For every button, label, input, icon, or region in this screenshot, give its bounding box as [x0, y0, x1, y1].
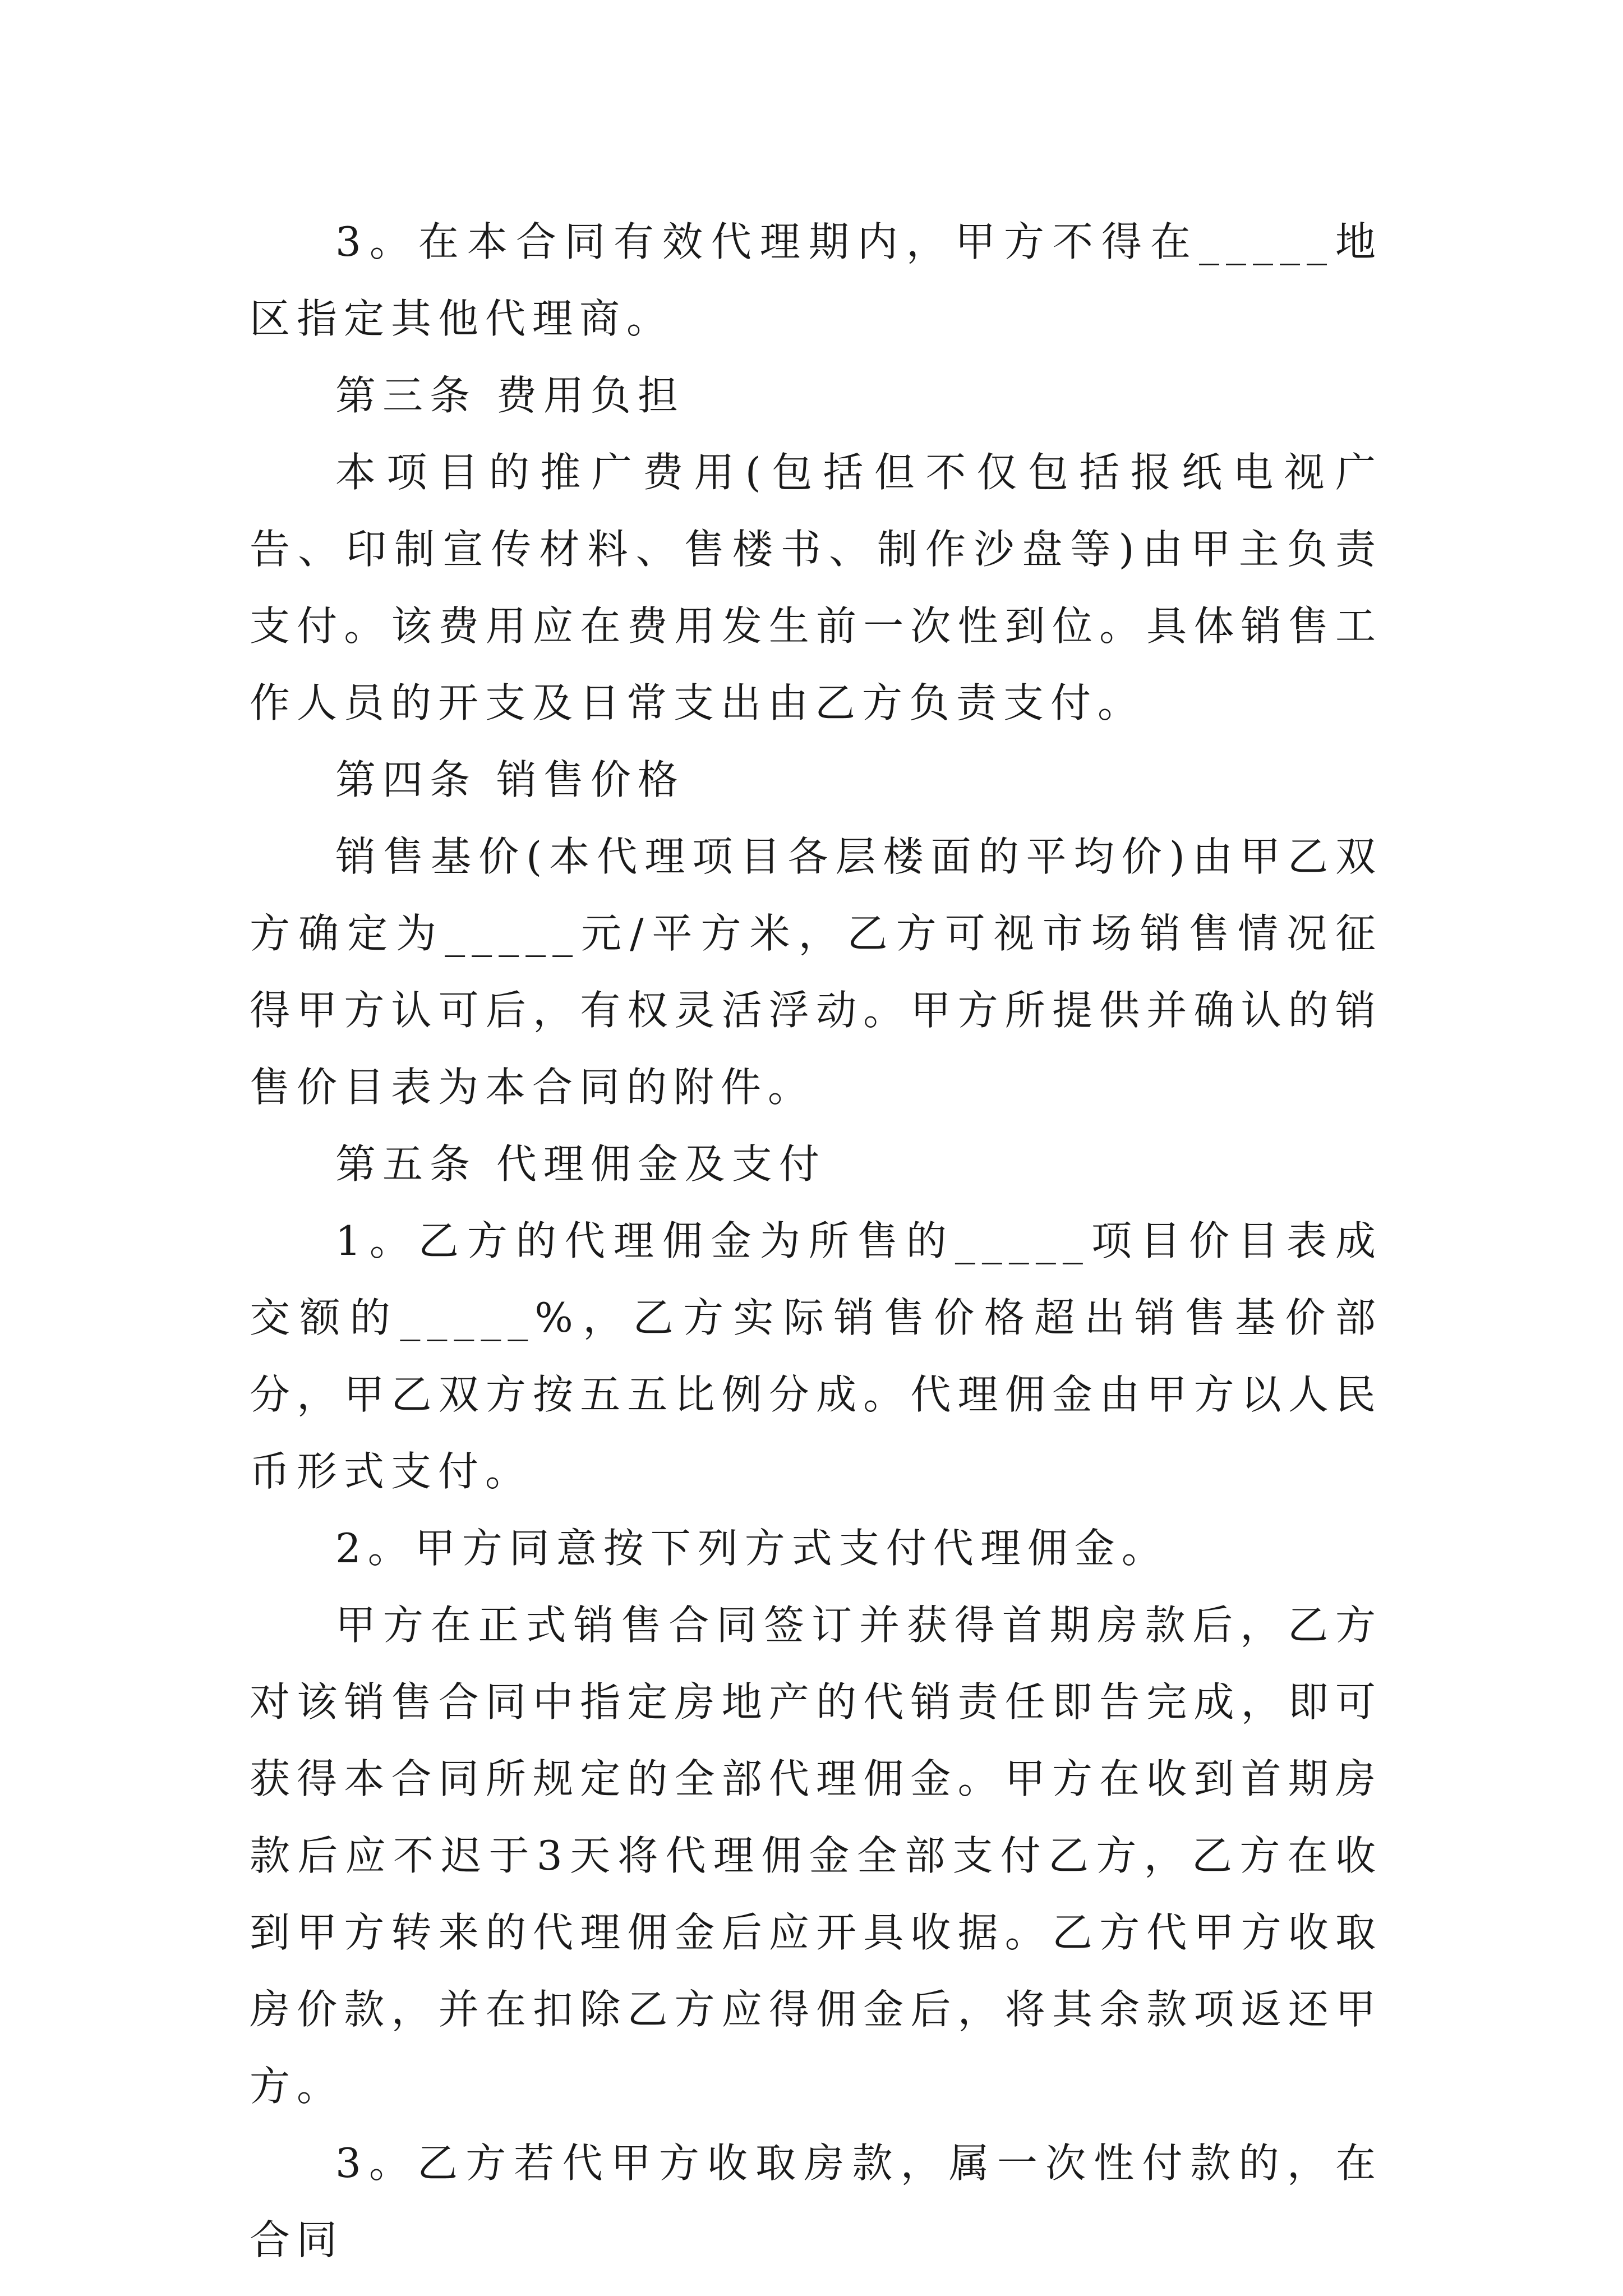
clause-paragraph: 3。在本合同有效代理期内，甲方不得在_____地区指定其他代理商。	[250, 218, 1382, 342]
clause-paragraph: 3。乙方若代甲方收取房款，属一次性付款的，在合同	[250, 2139, 1382, 2263]
clause-paragraph: 1。乙方的代理佣金为所售的_____项目价目表成交额的_____%，乙方实际销售价格超出销售基价部分，甲乙双方按五五比例分成。代理佣金由甲方以人民币形式支付。	[250, 1217, 1382, 1495]
article-heading: 第四条 销售价格	[335, 756, 685, 803]
clause-paragraph: 销售基价(本代理项目各层楼面的平均价)由甲乙双方确定为_____元/平方米，乙方可视市场销售情况征得甲方认可后，有权灵活浮动。甲方所提供并确认的销售价目表为本合同的附件。	[250, 833, 1382, 1111]
clause-paragraph: 2。甲方同意按下列方式支付代理佣金。	[335, 1525, 1169, 1572]
contract-text	[250, 204, 1382, 2279]
article-heading: 第五条 代理佣金及支付	[335, 1140, 826, 1188]
clause-paragraph: 本项目的推广费用(包括但不仅包括报纸电视广告、印制宣传材料、售楼书、制作沙盘等)由甲主负责支付。该费用应在费用发生前一次性到位。具体销售工作人员的开支及日常支出由乙方负责支付。	[250, 449, 1382, 726]
clause-paragraph: 甲方在正式销售合同签订并获得首期房款后，乙方对该销售合同中指定房地产的代销责任即告完成，即可获得本合同所规定的全部代理佣金。甲方在收到首期房款后应不迟于3天将代理佣金全部支付乙方，乙方在收到甲方转来的代理佣金后应开具收据。乙方代甲方收取房价款，并在扣除乙方应得佣金后，将其余款项返还甲方。	[250, 1602, 1382, 2110]
article-heading: 第三条 费用负担	[335, 372, 685, 419]
